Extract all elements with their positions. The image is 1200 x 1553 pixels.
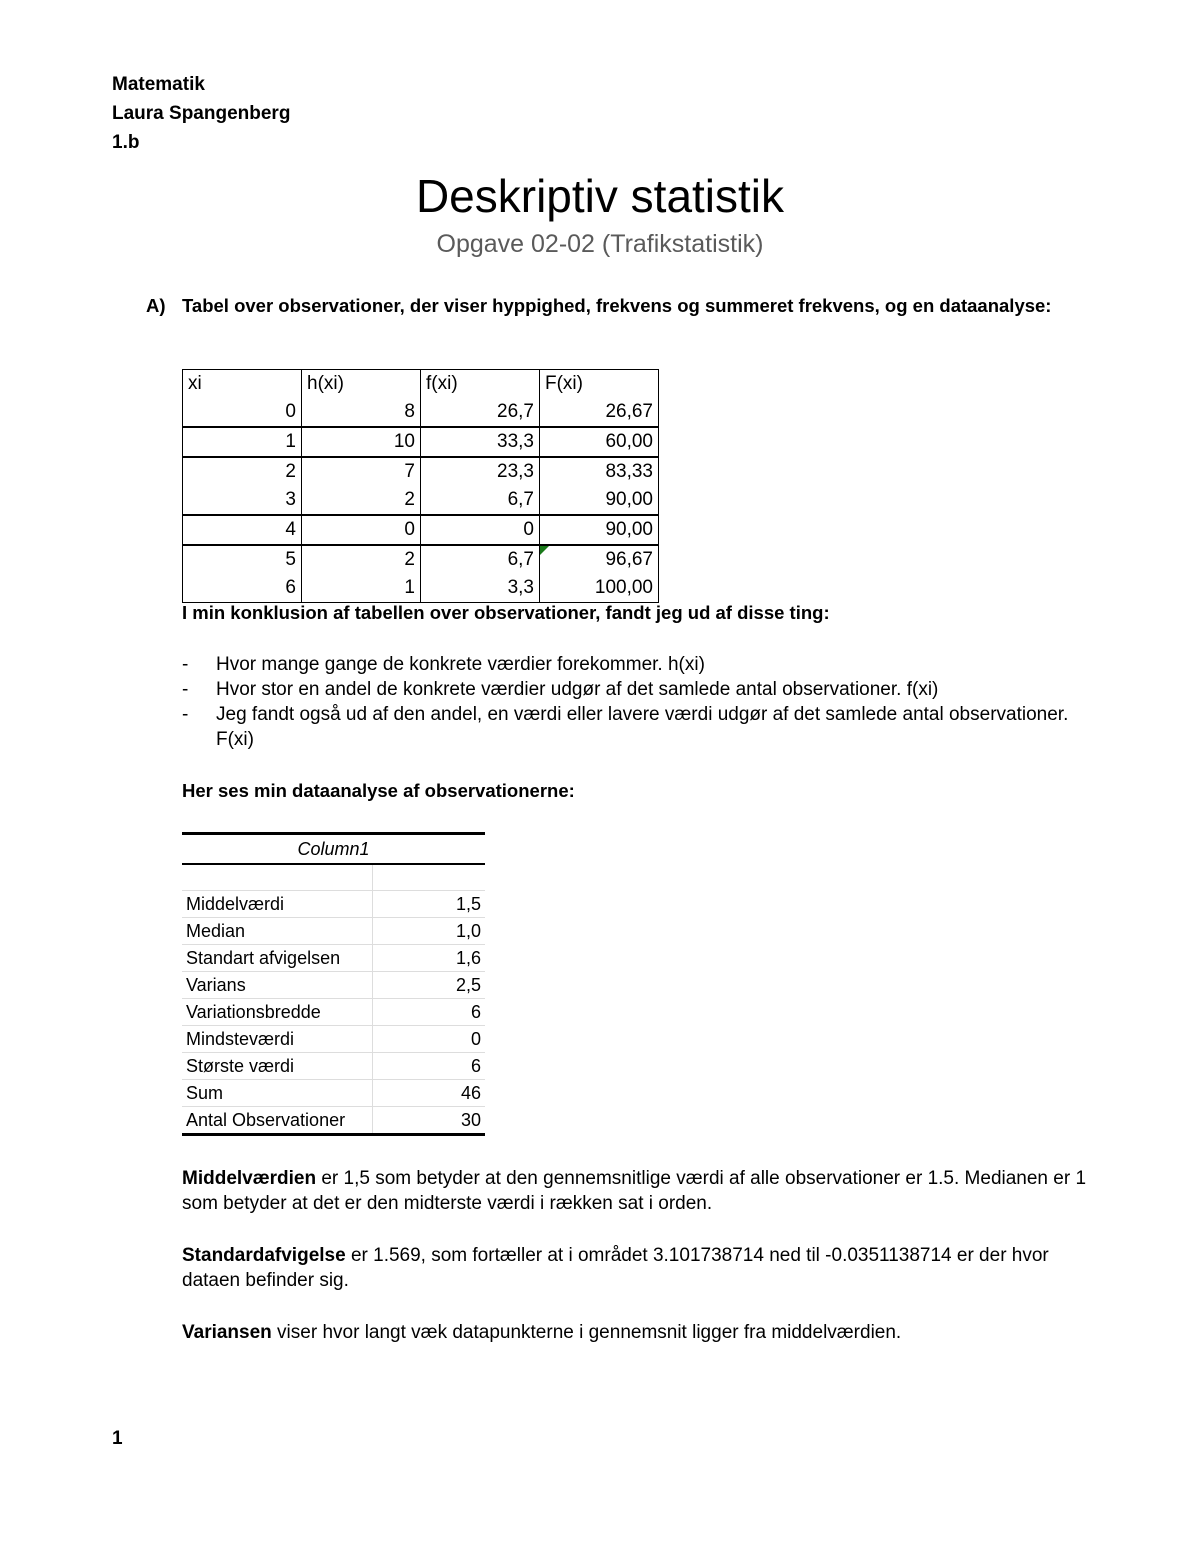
cell-fxi: 26,7	[421, 398, 540, 427]
cell-hxi: 2	[302, 545, 421, 574]
cell-Fxi: 60,00	[540, 427, 659, 457]
cell-xi: 3	[183, 486, 302, 515]
cell-fxi: 0	[421, 515, 540, 545]
table-row	[183, 486, 659, 515]
paragraph-text: er 1,5 som betyder at den gennemsnitlige værdi af alle observationer er 1.5. Medianen er 1 som betyder at det er den midterste værdi i rækken sat i orden.	[182, 1168, 1087, 1214]
conclusion-list	[182, 652, 1082, 752]
stat-label: Standart afvigelsen	[182, 945, 373, 972]
table-row	[183, 427, 659, 457]
cell-Fxi: 83,33	[540, 457, 659, 486]
table-row	[182, 1080, 485, 1107]
empty-cell	[182, 864, 373, 891]
stat-value: 1,0	[373, 918, 486, 945]
header-xi: xi	[183, 370, 302, 399]
list-item-text: Hvor stor en andel de konkrete værdier udgør af det samlede antal observationer. f(xi)	[216, 679, 939, 700]
header-Fxi: F(xi)	[540, 370, 659, 399]
stat-label: Mindsteværdi	[182, 1026, 373, 1053]
stat-label: Antal Observationer	[182, 1107, 373, 1135]
cell-Fxi: 26,67	[540, 398, 659, 427]
descriptive-stats-table	[182, 832, 485, 1136]
page-title: Deskriptiv statistik	[415, 170, 785, 222]
stat-value: 46	[373, 1080, 486, 1107]
table-row	[182, 891, 485, 918]
paragraph-standardafvigelse	[182, 1243, 1102, 1293]
cell-hxi: 8	[302, 398, 421, 427]
bullet-dash: -	[182, 654, 189, 675]
paragraph-middelvaerdi	[182, 1166, 1102, 1216]
cell-hxi: 7	[302, 457, 421, 486]
cell-xi: 0	[183, 398, 302, 427]
stat-value: 6	[373, 999, 486, 1026]
table-row	[182, 918, 485, 945]
table-row	[183, 574, 659, 603]
paragraph-text: er 1.569, som fortæller at i området 3.101738714 ned til -0.0351138714 er der hvor dataen befinder sig.	[182, 1245, 1049, 1291]
paragraph-text: viser hvor langt væk datapunkterne i gennemsnit ligger fra middelværdien.	[271, 1322, 902, 1343]
cell-hxi: 0	[302, 515, 421, 545]
cell-fxi: 33,3	[421, 427, 540, 457]
document-header	[112, 70, 290, 157]
stat-label: Variationsbredde	[182, 999, 373, 1026]
analysis-heading: Her ses min dataanalyse af observationerne:	[182, 780, 575, 801]
table-row	[182, 864, 485, 891]
stats-header-row	[182, 834, 485, 865]
header-hxi: h(xi)	[302, 370, 421, 399]
stat-label: Sum	[182, 1080, 373, 1107]
table-row	[183, 515, 659, 545]
empty-cell	[373, 864, 486, 891]
page-subtitle: Opgave 02-02 (Trafikstatistik)	[436, 230, 764, 258]
author-name: Laura Spangenberg	[112, 103, 291, 124]
cell-fxi: 3,3	[421, 574, 540, 603]
header-fxi: f(xi)	[421, 370, 540, 399]
cell-xi: 2	[183, 457, 302, 486]
table-header-row	[183, 370, 659, 399]
cell-fxi: 23,3	[421, 457, 540, 486]
cell-xi: 5	[183, 545, 302, 574]
cell-xi: 1	[183, 427, 302, 457]
bullet-dash: -	[182, 704, 189, 725]
section-a-text: Tabel over observationer, der viser hyppighed, frekvens og summeret frekvens, og en dataanalyse:	[182, 295, 1052, 316]
list-item	[182, 702, 1082, 752]
list-item	[182, 677, 1082, 702]
table-row	[183, 398, 659, 427]
cell-Fxi: 90,00	[540, 515, 659, 545]
cell-fxi: 6,7	[421, 486, 540, 515]
section-marker: A)	[146, 295, 166, 316]
cell-Fxi: 96,67	[540, 545, 659, 574]
stat-label: Største værdi	[182, 1053, 373, 1080]
stat-label: Median	[182, 918, 373, 945]
cell-Fxi: 100,00	[540, 574, 659, 603]
cell-fxi: 6,7	[421, 545, 540, 574]
stat-value: 6	[373, 1053, 486, 1080]
stat-value: 2,5	[373, 972, 486, 999]
list-item	[182, 652, 1082, 677]
stat-value: 1,5	[373, 891, 486, 918]
conclusion-heading: I min konklusion af tabellen over observationer, fandt jeg ud af disse ting:	[182, 602, 830, 623]
stat-value: 30	[373, 1107, 486, 1135]
table-row	[182, 1053, 485, 1080]
bullet-dash: -	[182, 679, 189, 700]
term-standardafvigelse: Standardafvigelse	[182, 1245, 346, 1266]
table-row	[182, 999, 485, 1026]
table-row	[182, 1107, 485, 1135]
table-row	[182, 1026, 485, 1053]
list-item-text: Hvor mange gange de konkrete værdier forekommer. h(xi)	[216, 654, 705, 675]
stat-label: Middelværdi	[182, 891, 373, 918]
page-number: 1	[112, 1428, 123, 1449]
subject-label: Matematik	[112, 74, 205, 95]
table-row	[183, 545, 659, 574]
cell-xi: 6	[183, 574, 302, 603]
list-item-text: Jeg fandt også ud af den andel, en værdi eller lavere værdi udgør af det samlede antal observationer. F(xi)	[216, 704, 1069, 750]
term-middelvaerdien: Middelværdien	[182, 1168, 317, 1189]
stat-label: Varians	[182, 972, 373, 999]
table-row	[183, 457, 659, 486]
cell-Fxi: 90,00	[540, 486, 659, 515]
section-a-heading	[146, 292, 1086, 319]
term-variansen: Variansen	[182, 1322, 272, 1343]
column-header: Column1	[182, 834, 485, 865]
observations-table	[182, 369, 659, 603]
cell-xi: 4	[183, 515, 302, 545]
cell-hxi: 10	[302, 427, 421, 457]
stat-value: 0	[373, 1026, 486, 1053]
stat-value: 1,6	[373, 945, 486, 972]
table-row	[182, 945, 485, 972]
table-row	[182, 972, 485, 999]
cell-hxi: 2	[302, 486, 421, 515]
paragraph-variansen	[182, 1320, 1102, 1345]
class-label: 1.b	[112, 132, 140, 153]
cell-hxi: 1	[302, 574, 421, 603]
